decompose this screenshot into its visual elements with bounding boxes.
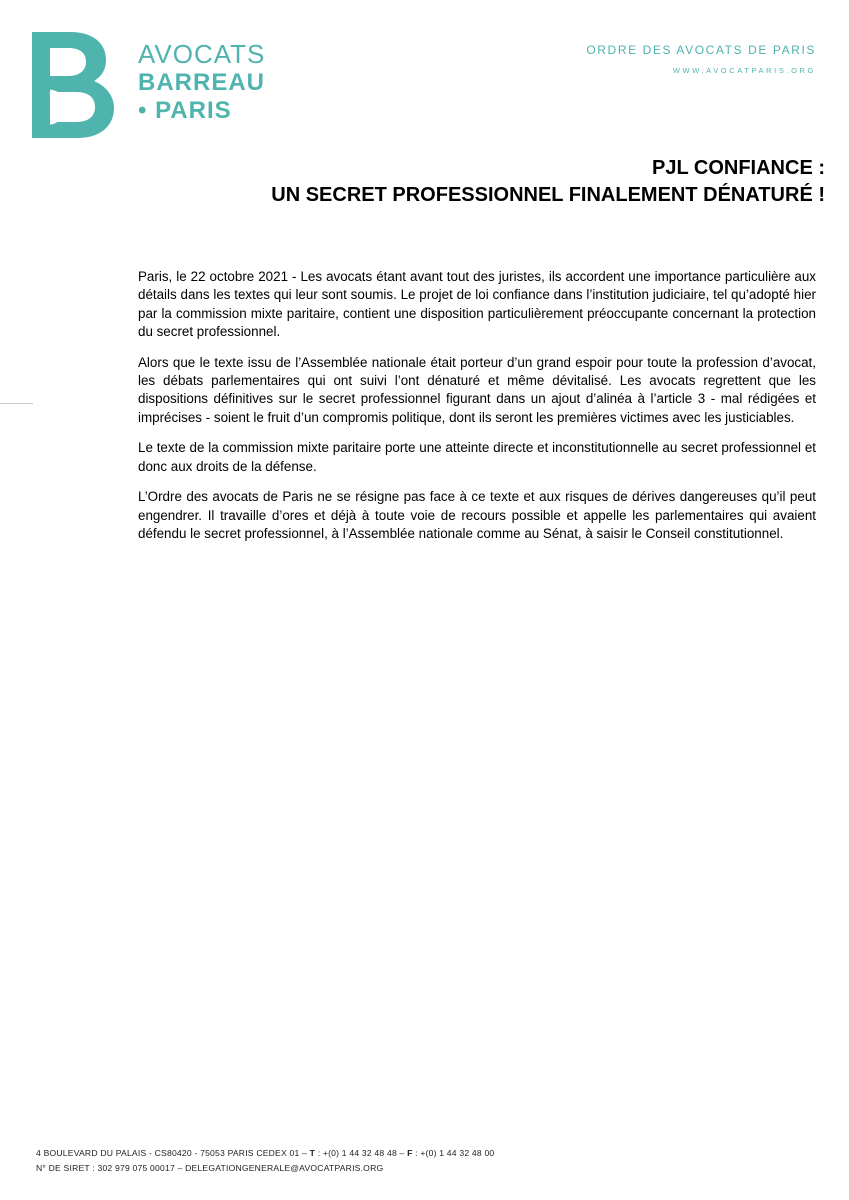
footer-fax: : +(0) 1 44 32 48 00 <box>415 1148 495 1158</box>
brand-wordmark <box>138 40 265 124</box>
paragraph-1: Paris, le 22 octobre 2021 - Les avocats étant avant tout des juristes, ils accordent une importance particulière aux détails dans les textes qui leur sont soumis. Le projet de loi confiance dans l’institution judiciaire, tel qu’adopté hier par la commission mixte paritaire, contient une disposition particulièrement préoccupante concernant la protection du secret professionnel. <box>138 269 816 339</box>
footer-contact-line <box>36 1146 494 1161</box>
org-website[interactable]: WWW.AVOCATPARIS.ORG <box>672 66 816 75</box>
paragraph-4: L’Ordre des avocats de Paris ne se résigne pas face à ce texte et aux risques de dérives dangereuses qu’il peut engendrer. Il travaille d’ores et déjà à toute voie de recours possible et appelle les parlementaires qui avaient défendu le secret professionnel, à l’Assemblée nationale comme au Sénat, à saisir le Conseil constitutionnel. <box>138 489 816 542</box>
press-title <box>271 155 825 209</box>
margin-rule <box>0 403 33 404</box>
footer-address: 4 BOULEVARD DU PALAIS - CS80420 - 75053 PARIS CEDEX 01 – <box>36 1148 308 1158</box>
footer-siret-line: N° DE SIRET : 302 979 075 00017 – DELEGATIONGENERALE@AVOCATPARIS.ORG <box>36 1163 384 1173</box>
brand-line-barreau: BARREAU <box>138 69 265 96</box>
brand-line-avocats: AVOCATS <box>138 39 266 69</box>
title-line-2: UN SECRET PROFESSIONNEL FINALEMENT DÉNATURÉ ! <box>271 184 825 206</box>
barreau-logo <box>32 32 114 143</box>
paragraph-3: Le texte de la commission mixte paritaire porte une atteinte directe et inconstitutionnelle au secret professionnel et donc aux droits de la défense. <box>138 440 816 474</box>
b-monogram-icon <box>32 32 114 138</box>
press-body <box>138 268 816 556</box>
org-name: ORDRE DES AVOCATS DE PARIS <box>586 43 816 57</box>
brand-line-paris: • PARIS <box>138 97 232 124</box>
paragraph-2: Alors que le texte issu de l’Assemblée nationale était porteur d’un grand espoir pour toute la profession d’avocat, les débats parlementaires qui ont suivi l’ont dénaturé et même dévitalisé. Les avocats regrettent que les dispositions définitives sur le secret professionnel figurant dans un ajout d’alinéa à l’article 3 - mal rédigées et imprécises - soient le fruit d’un compromis politique, dont ils seront les premières victimes avec les justiciables. <box>138 354 816 425</box>
title-line-1: PJL CONFIANCE : <box>652 157 825 179</box>
footer-phone: : +(0) 1 44 32 48 48 – <box>317 1148 405 1158</box>
org-header <box>586 43 816 75</box>
footer-f-label: F <box>407 1148 413 1158</box>
footer-t-label: T <box>309 1148 316 1158</box>
page-footer <box>36 1146 494 1176</box>
